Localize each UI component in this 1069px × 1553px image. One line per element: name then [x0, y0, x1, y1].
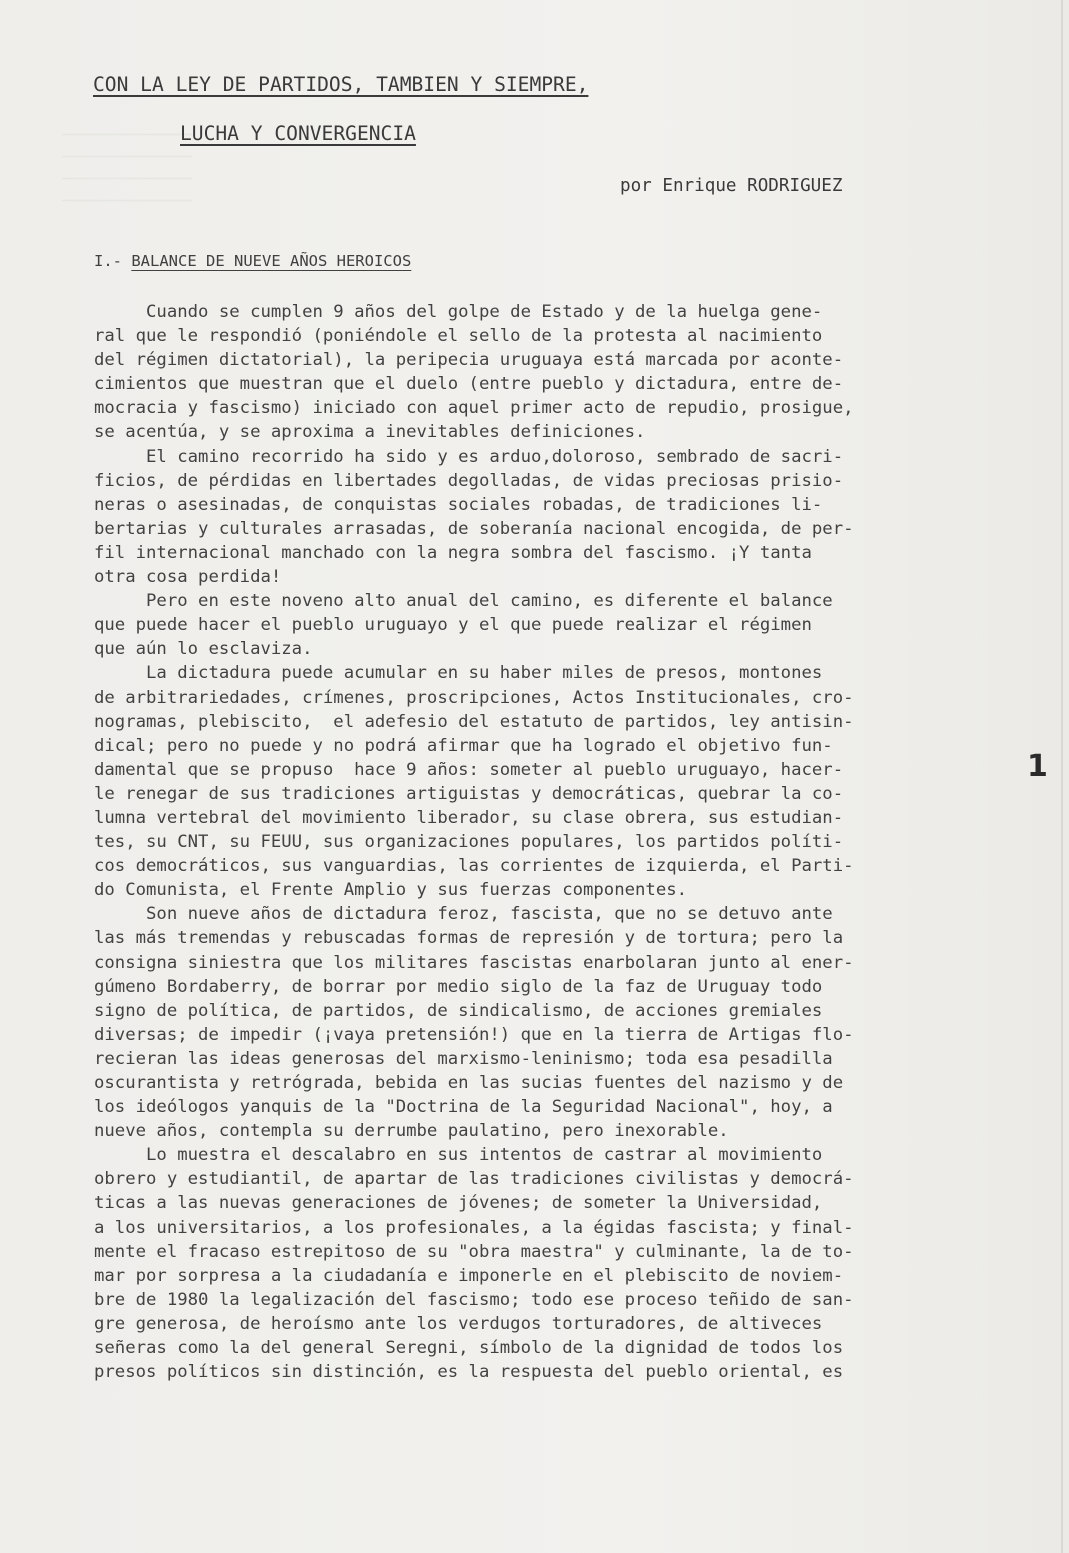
body-line: La dictadura puede acumular en su haber miles de presos, montones	[94, 663, 823, 684]
body-line: recieran las ideas generosas del marxismo-leninismo; toda esa pesadilla	[94, 1048, 833, 1069]
body-line: Son nueve años de dictadura feroz, fascista, que no se detuvo ante	[94, 904, 833, 925]
body-line: oscurantista y retrógrada, bebida en las sucias fuentes del nazismo y de	[94, 1073, 844, 1093]
body-line: las más tremendas y rebuscadas formas de represión y de tortura; pero la	[94, 928, 844, 949]
body-line: fil internacional manchado con la negra sombra del fascismo. ¡Y tanta	[94, 542, 812, 563]
body-line: otra cosa perdida!	[94, 567, 282, 588]
body-line: bertarias y culturales arrasadas, de soberanía nacional encogida, de per-	[94, 518, 854, 539]
body-line: dical; pero no puede y no podrá afirmar que ha logrado el objetivo fun-	[94, 735, 833, 756]
body-line: damental que se propuso hace 9 años: someter al pueblo uruguayo, hacer-	[94, 759, 844, 780]
body-line: diversas; de impedir (¡vaya pretensión!) que en la tierra de Artigas flo-	[94, 1024, 854, 1045]
body-line: ficios, de pérdidas en libertades degolladas, de vidas preciosas prisio-	[94, 470, 844, 491]
body-line: mar por sorpresa a la ciudadanía e imponerle en el plebiscito de noviem-	[94, 1265, 844, 1286]
bleed-through-marks	[62, 120, 192, 210]
body-line: que aún lo esclaviza.	[94, 639, 313, 660]
body-line: mente el fracaso estrepitoso de su "obra maestra" y culminante, la de to-	[94, 1241, 854, 1262]
body-line: ticas a las nuevas generaciones de jóvenes; de someter la Universidad,	[94, 1193, 823, 1214]
body-line: Cuando se cumplen 9 años del golpe de Estado y de la huelga gene-	[94, 302, 823, 322]
body-line: ral que le respondió (poniéndole el sello de la protesta al nacimiento	[94, 326, 823, 347]
body-line: señeras como la del general Seregni, símbolo de la dignidad de todos los	[94, 1338, 844, 1359]
title-line-1: CON LA LEY DE PARTIDOS, TAMBIEN Y SIEMPRE,	[93, 73, 589, 96]
author-byline: por Enrique RODRIGUEZ	[620, 176, 843, 196]
body-line: gre generosa, de heroísmo ante los verdugos torturadores, de altiveces	[94, 1313, 823, 1334]
body-line: cimientos que muestran que el duelo (entre pueblo y dictadura, entre de-	[94, 374, 844, 395]
title-line-2: LUCHA Y CONVERGENCIA	[180, 122, 416, 145]
body-line: consigna siniestra que los militares fascistas enarbolaran junto al ener-	[94, 952, 854, 973]
body-line: lumna vertebral del movimiento liberador, su clase obrera, sus estudian-	[94, 807, 844, 828]
body-line: del régimen dictatorial), la peripecia uruguaya está marcada por aconte-	[94, 350, 844, 371]
page-edge	[1061, 0, 1063, 1553]
body-line: Lo muestra el descalabro en sus intentos de castrar al movimiento	[94, 1145, 823, 1166]
body-line: presos políticos sin distinción, es la respuesta del pueblo oriental, es	[94, 1362, 844, 1383]
body-line: le renegar de sus tradiciones artiguistas y democráticas, quebrar la co-	[94, 783, 844, 804]
body-text	[94, 300, 964, 1384]
body-line: los ideólogos yanquis de la "Doctrina de la Seguridad Nacional", hoy, a	[94, 1097, 833, 1118]
body-line: se acentúa, y se aproxima a inevitables definiciones.	[94, 422, 646, 443]
section-number: I.-	[94, 252, 122, 270]
page-number: 1	[1027, 749, 1048, 784]
body-line: obrero y estudiantil, de apartar de las tradiciones civilistas y democrá-	[94, 1169, 854, 1190]
body-line: que puede hacer el pueblo uruguayo y el que puede realizar el régimen	[94, 615, 812, 636]
body-line: nogramas, plebiscito, el adefesio del estatuto de partidos, ley antisin-	[94, 711, 854, 732]
body-line: de arbitrariedades, crímenes, proscripciones, Actos Institucionales, cro-	[94, 687, 854, 708]
body-line: signo de política, de partidos, de sindicalismo, de acciones gremiales	[94, 1000, 823, 1021]
body-line: nueve años, contempla su derrumbe paulatino, pero inexorable.	[94, 1121, 729, 1142]
body-line: mocracia y fascismo) iniciado con aquel primer acto de repudio, prosigue,	[94, 398, 854, 419]
body-line: tes, su CNT, su FEUU, sus organizaciones populares, los partidos políti-	[94, 832, 844, 853]
body-line: neras o asesinadas, de conquistas sociales robadas, de tradiciones li-	[94, 494, 823, 515]
body-line: Pero en este noveno alto anual del camino, es diferente el balance	[94, 591, 833, 612]
body-line: cos democráticos, sus vanguardias, las corrientes de izquierda, el Parti-	[94, 856, 854, 877]
section-title: BALANCE DE NUEVE AÑOS HEROICOS	[131, 252, 412, 270]
body-line: do Comunista, el Frente Amplio y sus fuerzas componentes.	[94, 880, 688, 901]
section-heading	[94, 254, 411, 270]
body-line: El camino recorrido ha sido y es arduo,doloroso, sembrado de sacri-	[94, 446, 844, 467]
body-line: a los universitarios, a los profesionales, a la égidas fascista; y final-	[94, 1217, 854, 1238]
body-line: gúmeno Bordaberry, de borrar por medio siglo de la faz de Uruguay todo	[94, 976, 823, 997]
body-line: bre de 1980 la legalización del fascismo; todo ese proceso teñido de san-	[94, 1289, 854, 1310]
